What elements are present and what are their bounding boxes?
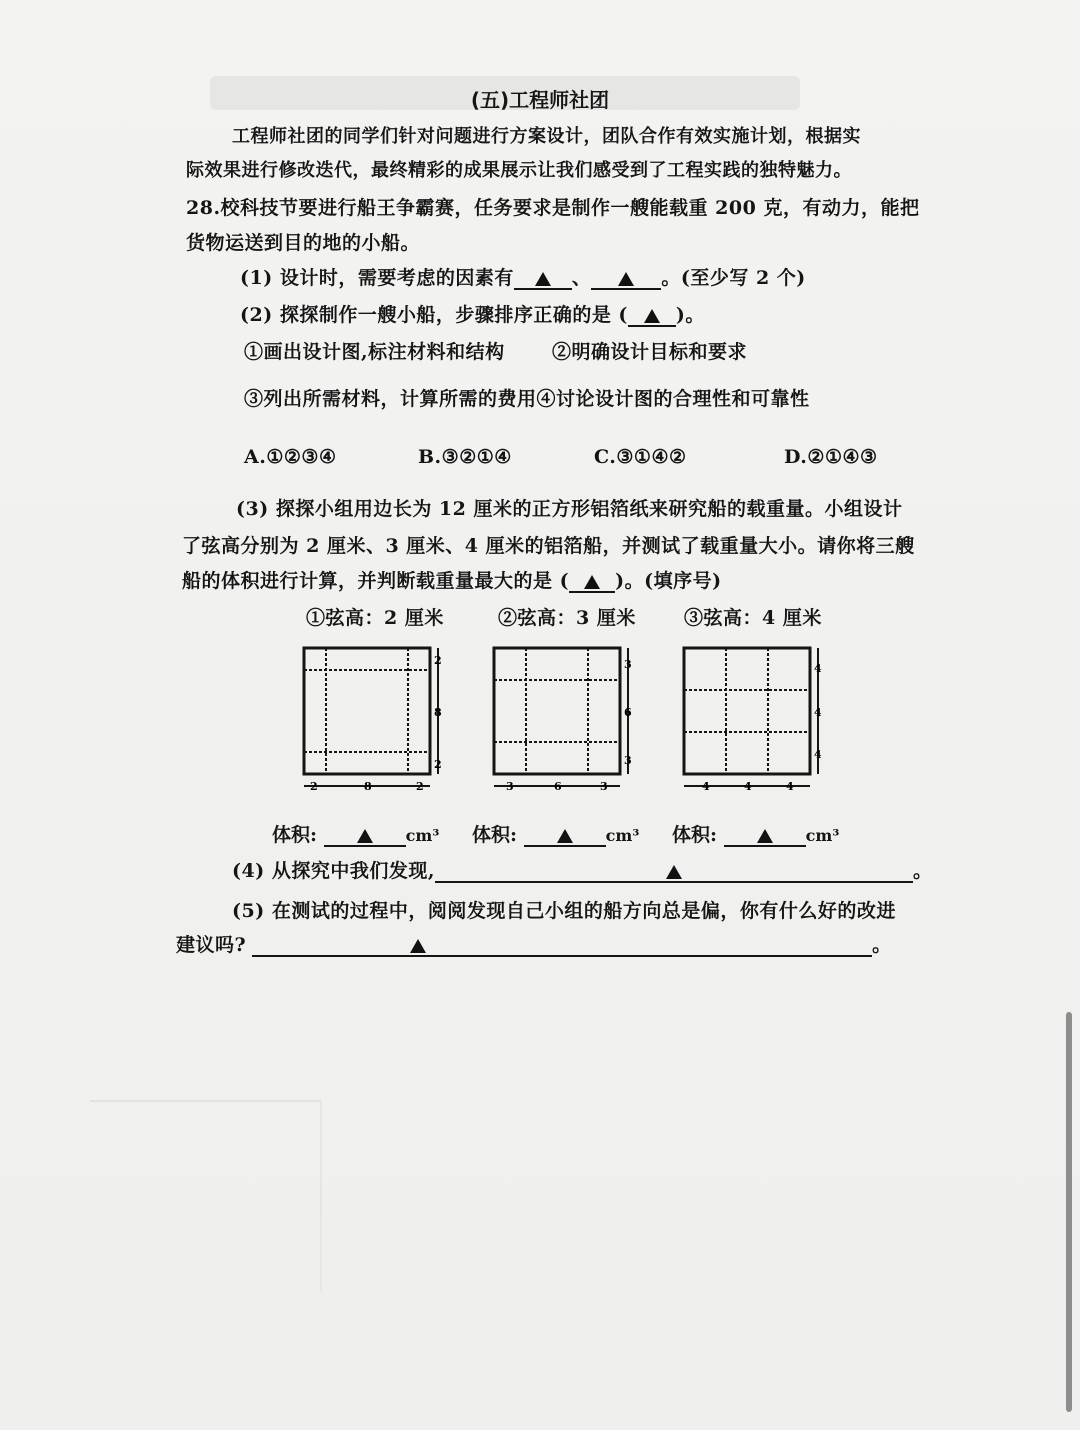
triangle-marker-icon	[644, 309, 660, 323]
volume-answer-blank-1[interactable]	[324, 823, 406, 847]
sub4-suffix: 。	[912, 860, 933, 882]
sub4-answer-blank[interactable]	[435, 859, 913, 883]
triangle-marker-icon	[618, 272, 634, 286]
sub3-line-1: (3) 探探小组用边长为 12 厘米的正方形铝箔纸来研究船的载重量。小组设计	[236, 498, 903, 520]
sub3-suffix: )。(填序号)	[615, 570, 722, 592]
volume-unit: cm³	[605, 826, 640, 845]
side-label-middle: 4	[814, 706, 822, 719]
bottom-label-right: 3	[600, 780, 608, 793]
intro-line-2: 际效果进行修改迭代，最终精彩的成果展示让我们感受到了工程实践的独特魅力。	[186, 160, 852, 181]
triangle-marker-icon	[357, 829, 373, 843]
sub2-prefix: (2) 探探制作一艘小船，步骤排序正确的是 (	[240, 304, 628, 326]
bottom-label-left: 2	[310, 780, 318, 793]
step-2: ②明确设计目标和要求	[552, 341, 748, 363]
sub1-answer-blank-1[interactable]	[514, 266, 572, 290]
question-stem-line-2: 货物运送到目的地的小船。	[186, 232, 421, 254]
bottom-label-left: 4	[702, 780, 710, 793]
sub1-separator: 、	[571, 267, 592, 289]
side-label-bottom: 2	[434, 758, 442, 771]
diagram-label-2: ②弦高：3 厘米	[498, 607, 636, 629]
sub5-suffix: 。	[872, 934, 892, 956]
volume-row-3	[672, 820, 839, 847]
diagram-label-1: ①弦高：2 厘米	[306, 607, 444, 629]
foil-square	[304, 648, 430, 774]
show-through-ghost-lower	[90, 1100, 322, 1292]
side-label-bottom: 4	[814, 748, 822, 761]
side-label-bottom: 3	[624, 754, 632, 767]
intro-line-1: 工程师社团的同学们针对问题进行方案设计，团队合作有效实施计划，根据实	[232, 126, 861, 147]
volume-label: 体积:	[272, 824, 318, 846]
bottom-label-middle: 8	[364, 780, 372, 793]
foil-diagram-3	[678, 640, 828, 800]
sub5-line-2	[176, 930, 892, 957]
side-label-top: 2	[434, 654, 442, 667]
volume-label: 体积:	[672, 824, 718, 846]
volume-unit: cm³	[805, 826, 840, 845]
side-label-middle: 8	[434, 706, 442, 719]
volume-answer-blank-3[interactable]	[724, 823, 806, 847]
bottom-label-left: 3	[506, 780, 514, 793]
volume-row-1	[272, 820, 439, 847]
sub-question-1	[240, 263, 806, 290]
triangle-marker-icon	[535, 272, 551, 286]
step-1: ①画出设计图,标注材料和结构	[244, 341, 505, 363]
triangle-marker-icon	[757, 829, 773, 843]
sub1-answer-blank-2[interactable]	[591, 266, 661, 290]
triangle-marker-icon	[666, 865, 682, 879]
sub5-prefix: 建议吗?	[176, 934, 247, 956]
side-label-top: 4	[814, 662, 822, 675]
step-3-4: ③列出所需材料，计算所需的费用④讨论设计图的合理性和可靠性	[244, 388, 810, 410]
option-d[interactable]: D.②①④③	[784, 446, 878, 468]
sub3-line-2: 了弦高分别为 2 厘米、3 厘米、4 厘米的铝箔船，并测试了载重量大小。请你将三艘	[182, 535, 915, 557]
bottom-label-right: 4	[786, 780, 794, 793]
sub3-answer-blank[interactable]	[569, 569, 615, 593]
triangle-marker-icon	[557, 829, 573, 843]
side-label-middle: 6	[624, 706, 632, 719]
question-stem-line-1: 28.校科技节要进行船王争霸赛，任务要求是制作一艘能载重 200 克，有动力，能把	[186, 197, 920, 219]
side-label-top: 3	[624, 658, 632, 671]
sub3-line-3	[182, 566, 722, 593]
sub-question-2	[240, 300, 705, 327]
sub2-answer-blank[interactable]	[628, 303, 676, 327]
volume-row-2	[472, 820, 639, 847]
foil-square	[684, 648, 810, 774]
sub-question-4	[232, 856, 932, 883]
sub2-suffix: )。	[675, 304, 705, 326]
option-a[interactable]: A.①②③④	[244, 446, 337, 468]
sub1-suffix: 。(至少写 2 个)	[661, 267, 806, 289]
triangle-marker-icon	[410, 939, 426, 953]
sub3-prefix: 船的体积进行计算，并判断载重量最大的是 (	[182, 570, 570, 592]
volume-label: 体积:	[472, 824, 518, 846]
triangle-marker-icon	[584, 575, 600, 589]
sub1-prefix: (1) 设计时，需要考虑的因素有	[240, 267, 514, 289]
volume-unit: cm³	[405, 826, 440, 845]
volume-answer-blank-2[interactable]	[524, 823, 606, 847]
diagram-label-3: ③弦高：4 厘米	[684, 607, 822, 629]
option-b[interactable]: B.③②①④	[418, 446, 512, 468]
section-title: (五)工程师社团	[470, 88, 610, 112]
sub5-answer-blank[interactable]	[252, 933, 872, 957]
bottom-label-right: 2	[416, 780, 424, 793]
bottom-label-middle: 6	[554, 780, 562, 793]
foil-diagram-2	[488, 640, 638, 800]
sub5-line-1: (5) 在测试的过程中，阅阅发现自己小组的船方向总是偏，你有什么好的改进	[232, 900, 896, 922]
scrollbar-thumb[interactable]	[1066, 1012, 1072, 1412]
foil-diagram-1	[298, 640, 448, 800]
foil-square	[494, 648, 620, 774]
sub4-prefix: (4) 从探究中我们发现,	[232, 860, 435, 882]
bottom-label-middle: 4	[744, 780, 752, 793]
option-c[interactable]: C.③①④②	[594, 446, 687, 468]
